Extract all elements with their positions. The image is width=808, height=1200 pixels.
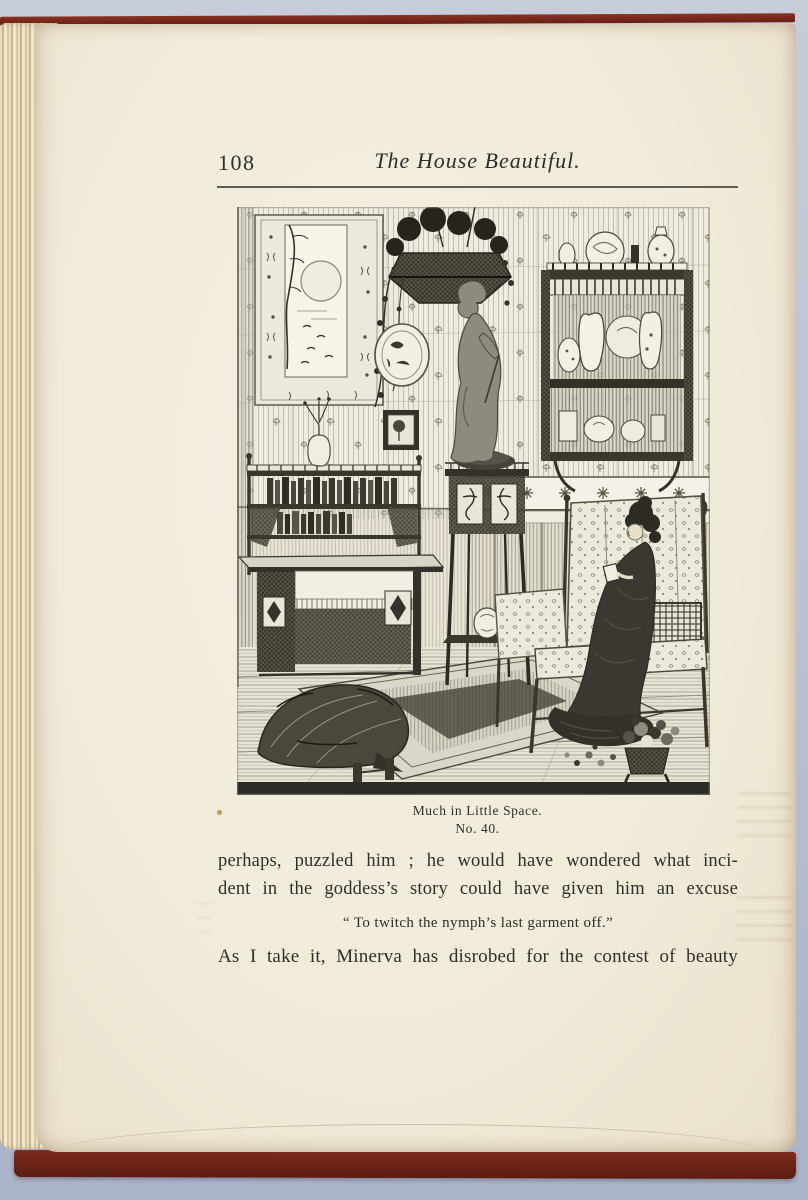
figure-illustration: [237, 207, 710, 795]
scroll-picture: [255, 215, 383, 405]
header-rule: [217, 186, 738, 188]
wall-plate: [375, 324, 429, 386]
figure-caption-number: No. 40.: [455, 821, 500, 836]
body-text-line-1: perhaps, puzzled him ; he would have wondered what inci-: [218, 851, 738, 871]
hanging-china-cabinet: [541, 227, 693, 491]
ground-shadow-band: [237, 782, 710, 795]
engraving-svg: [237, 207, 710, 795]
woman-face: [627, 524, 643, 540]
small-framed-picture: [383, 410, 419, 450]
desk-books: [267, 477, 397, 504]
show-through-text: [738, 792, 790, 838]
body-text-line-2: dent in the goddess’s story could have given him an excuse: [218, 879, 738, 899]
body-text-line-3: As I take it, Minerva has disrobed for the contest of beauty: [218, 946, 738, 967]
show-through-text: [196, 902, 212, 932]
foxing-spot: [217, 810, 222, 815]
show-through-text: [736, 896, 792, 944]
running-title: The House Beautiful.: [374, 148, 581, 173]
body-verse-quote: “ To twitch the nymph’s last garment off.”: [342, 915, 614, 931]
page-number: 108: [218, 150, 256, 175]
figure-caption-title: Much in Little Space.: [412, 803, 543, 818]
